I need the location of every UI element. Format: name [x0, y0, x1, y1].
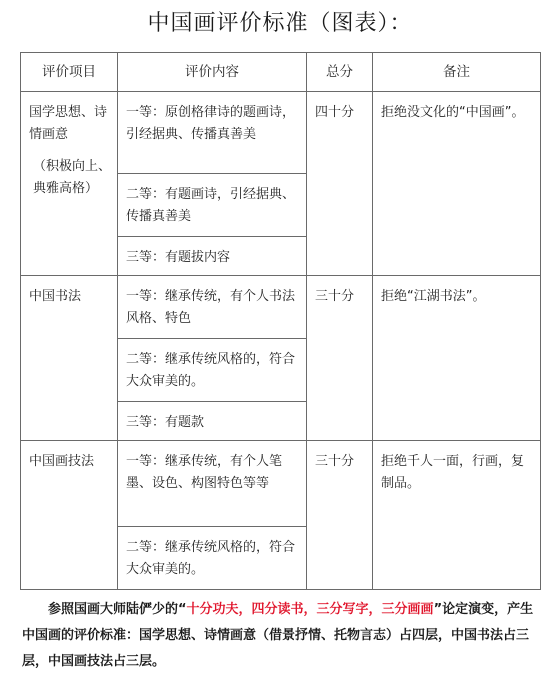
evaluation-table [20, 52, 541, 590]
section-item-cell [21, 276, 118, 441]
level-cell: 二等：继承传统风格的，符合大众审美的。 [118, 339, 307, 402]
score-cell: 四十分 [307, 92, 373, 276]
footer-highlight: 十分功夫，四分读书，三分写字，三分画画 [186, 602, 434, 617]
section-item-cell [21, 441, 118, 590]
header-score: 总分 [307, 53, 373, 92]
footer-prefix: 参照国画大师陆俨少的“ [48, 602, 187, 617]
table-row [21, 276, 541, 339]
section-item-label: 国学思想、诗情画意 [29, 105, 108, 142]
section-item-label: 中国书法 [29, 289, 82, 304]
level-cell: 三等：有题拔内容 [118, 237, 307, 276]
score-cell: 三十分 [307, 276, 373, 441]
note-cell: 拒绝没文化的“中国画”。 [373, 92, 541, 276]
level-cell: 一等：继承传统，有个人笔墨、设色、构图特色等等 [118, 441, 307, 527]
header-item: 评价项目 [21, 53, 118, 92]
level-cell: 二等：继承传统风格的，符合大众审美的。 [118, 527, 307, 590]
score-cell: 三十分 [307, 441, 373, 590]
table-header-row [21, 53, 541, 92]
note-cell: 拒绝千人一面，行画，复制品。 [373, 441, 541, 590]
footer-suffix: ”论定演变，产生中国画的评价标准：国学思想、诗情画意（借景抒情、托物言志）占四层，中国书法占三层，中国画技法占三层。 [22, 602, 534, 669]
table-row [21, 441, 541, 527]
note-cell: 拒绝“江湖书法”。 [373, 276, 541, 441]
table-row [21, 92, 541, 174]
level-cell: 一等：继承传统，有个人书法风格、特色 [118, 276, 307, 339]
header-note: 备注 [373, 53, 541, 92]
section-item-sublabel: （积极向上、典雅高格） [33, 159, 112, 196]
section-item-cell [21, 92, 118, 276]
level-cell: 二等：有题画诗，引经据典、传播真善美 [118, 174, 307, 237]
level-cell: 一等：原创格律诗的题画诗，引经据典、传播真善美 [118, 92, 307, 174]
page-title: 中国画评价标准（图表）： [147, 11, 413, 36]
footer-paragraph [22, 597, 538, 675]
level-cell: 三等：有题款 [118, 402, 307, 441]
section-item-label: 中国画技法 [29, 454, 95, 469]
header-content: 评价内容 [118, 53, 307, 92]
